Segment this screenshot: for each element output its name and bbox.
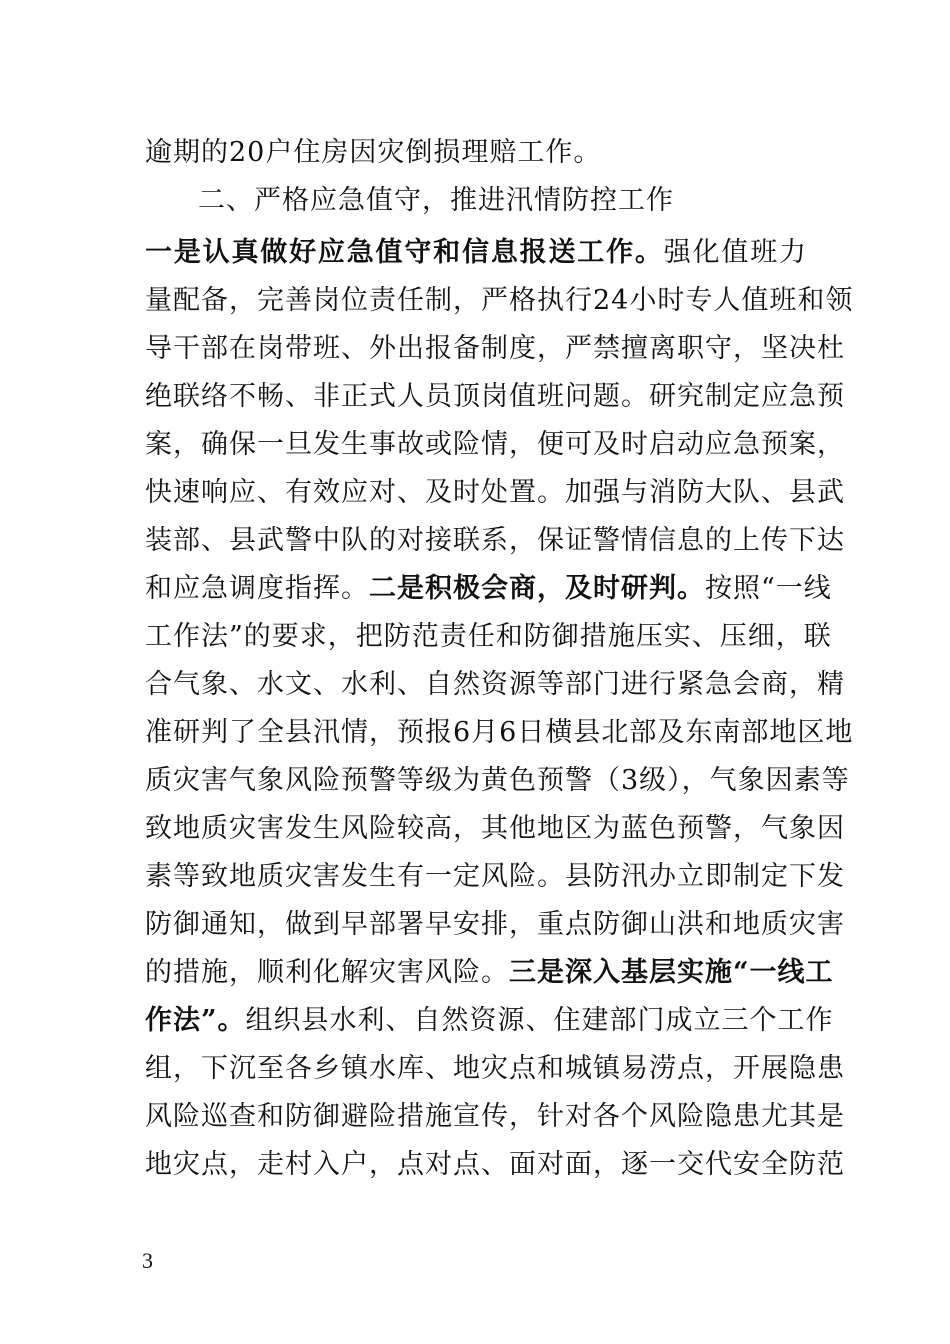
text-line [145, 763, 850, 799]
text-segment: 导干部在岗带班、外出报备制度，严禁擅离职守，坚决杜 [145, 333, 845, 364]
text-segment: 风险巡查和防御避险措施宣传，针对各个风险隐患尤其是 [145, 1101, 845, 1132]
text-segment: 案，确保一旦发生事故或险情，便可及时启动应急预案， [145, 429, 845, 460]
bold-text-segment: 一是认真做好应急值守和信息报送工作。 [145, 237, 664, 268]
text-line [145, 523, 845, 559]
text-line [145, 907, 845, 943]
text-segment: 地灾点，走村入户，点对点、面对面，逐一交代安全防范 [145, 1149, 845, 1180]
text-segment: 准研判了全县汛情，预报6月6日横县北部及东南部地区地 [145, 717, 854, 748]
text-segment: 按照“一线 [705, 573, 832, 604]
text-line [145, 331, 845, 367]
text-segment: 强化值班力 [663, 237, 808, 268]
text-line [145, 235, 807, 271]
text-line [145, 619, 832, 655]
text-segment: 合气象、水文、水利、自然资源等部门进行紧急会商，精 [145, 669, 845, 700]
text-line [145, 283, 854, 319]
text-line [145, 715, 854, 751]
text-segment: 快速响应、有效应对、及时处置。加强与消防大队、县武 [145, 477, 845, 508]
text-line [145, 1003, 834, 1039]
page-number: 3 [142, 1248, 153, 1273]
text-segment: 组织县水利、自然资源、住建部门成立三个工作 [245, 1005, 834, 1036]
text-segment: 防御通知，做到早部署早安排，重点防御山洪和地质灾害 [145, 909, 845, 940]
text-line [145, 1051, 845, 1087]
text-segment: 和应急调度指挥。 [145, 573, 369, 604]
text-segment: 素等致地质灾害发生有一定风险。县防汛办立即制定下发 [145, 861, 845, 892]
text-segment: 致地质灾害发生风险较高，其他地区为蓝色预警，气象因 [145, 813, 845, 844]
text-line [145, 571, 832, 607]
text-segment: 装部、县武警中队的对接联系，保证警情信息的上传下达 [145, 525, 845, 556]
text-line [145, 1099, 845, 1135]
text-segment: 工作法”的要求，把防范责任和防御措施压实、压细，联 [145, 621, 832, 652]
bold-text-segment: 三是深入基层实施“一线工 [509, 957, 834, 988]
text-line [145, 135, 807, 171]
text-line [145, 1147, 845, 1183]
text-segment: 量配备，完善岗位责任制，严格执行24小时专人值班和领 [145, 285, 854, 316]
text-line [145, 811, 845, 847]
text-segment: 绝联络不畅、非正式人员顶岗值班问题。研究制定应急预 [145, 381, 845, 412]
text-line [145, 955, 834, 991]
text-segment: 逾期的20户住房因灾倒损理赔工作。 [145, 137, 602, 168]
bold-text-segment: 二是积极会商，及时研判。 [369, 573, 705, 604]
text-line [145, 379, 845, 415]
bold-text-segment: 作法”。 [145, 1005, 246, 1036]
text-segment: 的措施，顺利化解灾害风险。 [145, 957, 509, 988]
text-line [145, 475, 845, 511]
text-line [145, 859, 845, 895]
text-line [145, 427, 845, 463]
text-line [145, 667, 845, 703]
text-segment: 组，下沉至各乡镇水库、地灾点和城镇易涝点，开展隐患 [145, 1053, 845, 1084]
section-heading: 二、严格应急值守，推进汛情防控工作 [198, 185, 674, 216]
text-segment: 质灾害气象风险预警等级为黄色预警（3级），气象因素等 [145, 765, 850, 796]
